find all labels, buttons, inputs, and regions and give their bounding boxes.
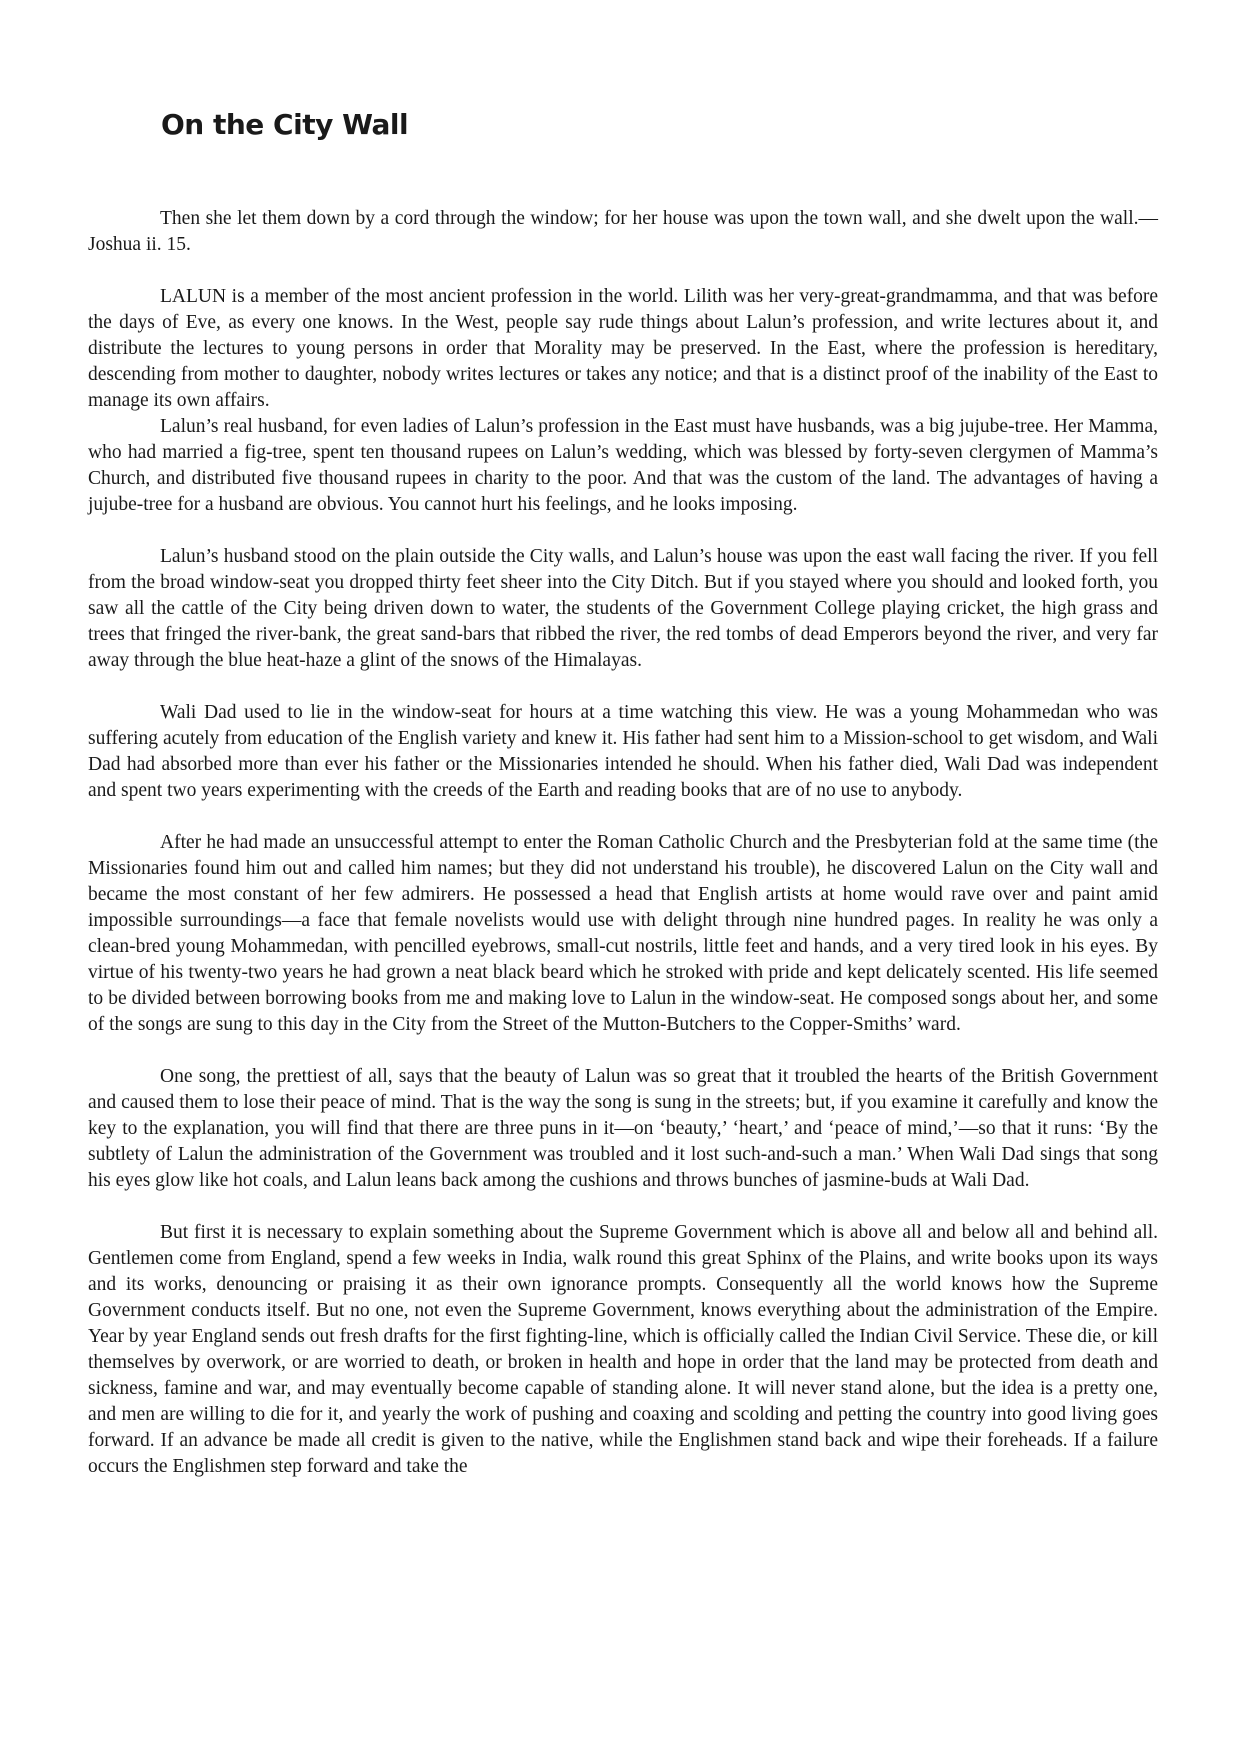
paragraph: One song, the prettiest of all, says that the beauty of Lalun was so great that it troubled the hearts of the British Government and caused them to lose their peace of mind. That is the way the song is sung in the streets; but, if you examine it carefully and know the key to the explanation, you will find that there are three puns in it—on ‘beauty,’ ‘heart,’ and ‘peace of mind,’—so that it runs: ‘By the subtlety of Lalun the administration of the Government was troubled and it lost such-and-such a man.’ When Wali Dad sings that song his eyes glow like hot coals, and Lalun leans back among the cushions and throws bunches of jasmine-buds at Wali Dad. — [88, 1066, 1158, 1191]
paragraph: Lalun’s real husband, for even ladies of Lalun’s profession in the East must have husbands, was a big jujube-tree. Her Mamma, who had married a fig-tree, spent ten thousand rupees on Lalun’s wedding, which was blessed by forty-seven clergymen of Mamma’s Church, and distributed five thousand rupees in charity to the poor. And that was the custom of the land. The advantages of having a jujube-tree for a husband are obvious. You cannot hurt his feelings, and he looks imposing. — [88, 416, 1158, 515]
paragraph: Wali Dad used to lie in the window-seat for hours at a time watching this view. He was a young Mohammedan who was suffering acutely from education of the English variety and knew it. His father had sent him to a Mission-school to get wisdom, and Wali Dad had absorbed more than ever his father or the Missionaries intended he should. When his father died, Wali Dad was independent and spent two years experimenting with the creeds of the Earth and reading books that are of no use to anybody. — [88, 702, 1158, 801]
chapter-title: On the City Wall — [161, 108, 409, 141]
paragraph: After he had made an unsuccessful attempt to enter the Roman Catholic Church and the Presbyterian fold at the same time (the Missionaries found him out and called him names; but they did not understand his trouble), he discovered Lalun on the City wall and became the most constant of her few admirers. He possessed a head that English artists at home would rave over and paint amid impossible surroundings—a face that female novelists would use with delight through nine hundred pages. In reality he was only a clean-bred young Mohammedan, with pencilled eyebrows, small-cut nostrils, little feet and hands, and a very tired look in his eyes. By virtue of his twenty-two years he had grown a neat black beard which he stroked with pride and kept delicately scented. His life seemed to be divided between borrowing books from me and making love to Lalun in the window-seat. He composed songs about her, and some of the songs are sung to this day in the City from the Street of the Mutton-Butchers to the Copper-Smiths’ ward. — [88, 832, 1158, 1035]
epigraph-paragraph: Then she let them down by a cord through the window; for her house was upon the town wall, and she dwelt upon the wall.—Joshua ii. 15. — [88, 208, 1158, 255]
paragraph: LALUN is a member of the most ancient profession in the world. Lilith was her very-great-grandmamma, and that was before the days of Eve, as every one knows. In the West, people say rude things about Lalun’s profession, and write lectures about it, and distribute the lectures to young persons in order that Morality may be preserved. In the East, where the profession is hereditary, descending from mother to daughter, nobody writes lectures or takes any notice; and that is a distinct proof of the inability of the East to manage its own affairs. — [88, 286, 1158, 411]
body-text — [88, 206, 1158, 1480]
paragraph: Lalun’s husband stood on the plain outside the City walls, and Lalun’s house was upon the east wall facing the river. If you fell from the broad window-seat you dropped thirty feet sheer into the City Ditch. But if you stayed where you should and looked forth, you saw all the cattle of the City being driven down to water, the students of the Government College playing cricket, the high grass and trees that fringed the river-bank, the great sand-bars that ribbed the river, the red tombs of dead Emperors beyond the river, and very far away through the blue heat-haze a glint of the snows of the Himalayas. — [88, 546, 1158, 671]
paragraph: But first it is necessary to explain something about the Supreme Government which is above all and below all and behind all. Gentlemen come from England, spend a few weeks in India, walk round this great Sphinx of the Plains, and write books upon its ways and its works, denouncing or praising it as their own ignorance prompts. Consequently all the world knows how the Supreme Government conducts itself. But no one, not even the Supreme Government, knows everything about the administration of the Empire. Year by year England sends out fresh drafts for the first fighting-line, which is officially called the Indian Civil Service. These die, or kill themselves by overwork, or are worried to death, or broken in health and hope in order that the land may be protected from death and sickness, famine and war, and may eventually become capable of standing alone. It will never stand alone, but the idea is a pretty one, and men are willing to die for it, and yearly the work of pushing and coaxing and scolding and petting the country into good living goes forward. If an advance be made all credit is given to the native, while the Englishmen stand back and wipe their foreheads. If a failure occurs the Englishmen step forward and take the — [88, 1222, 1158, 1477]
